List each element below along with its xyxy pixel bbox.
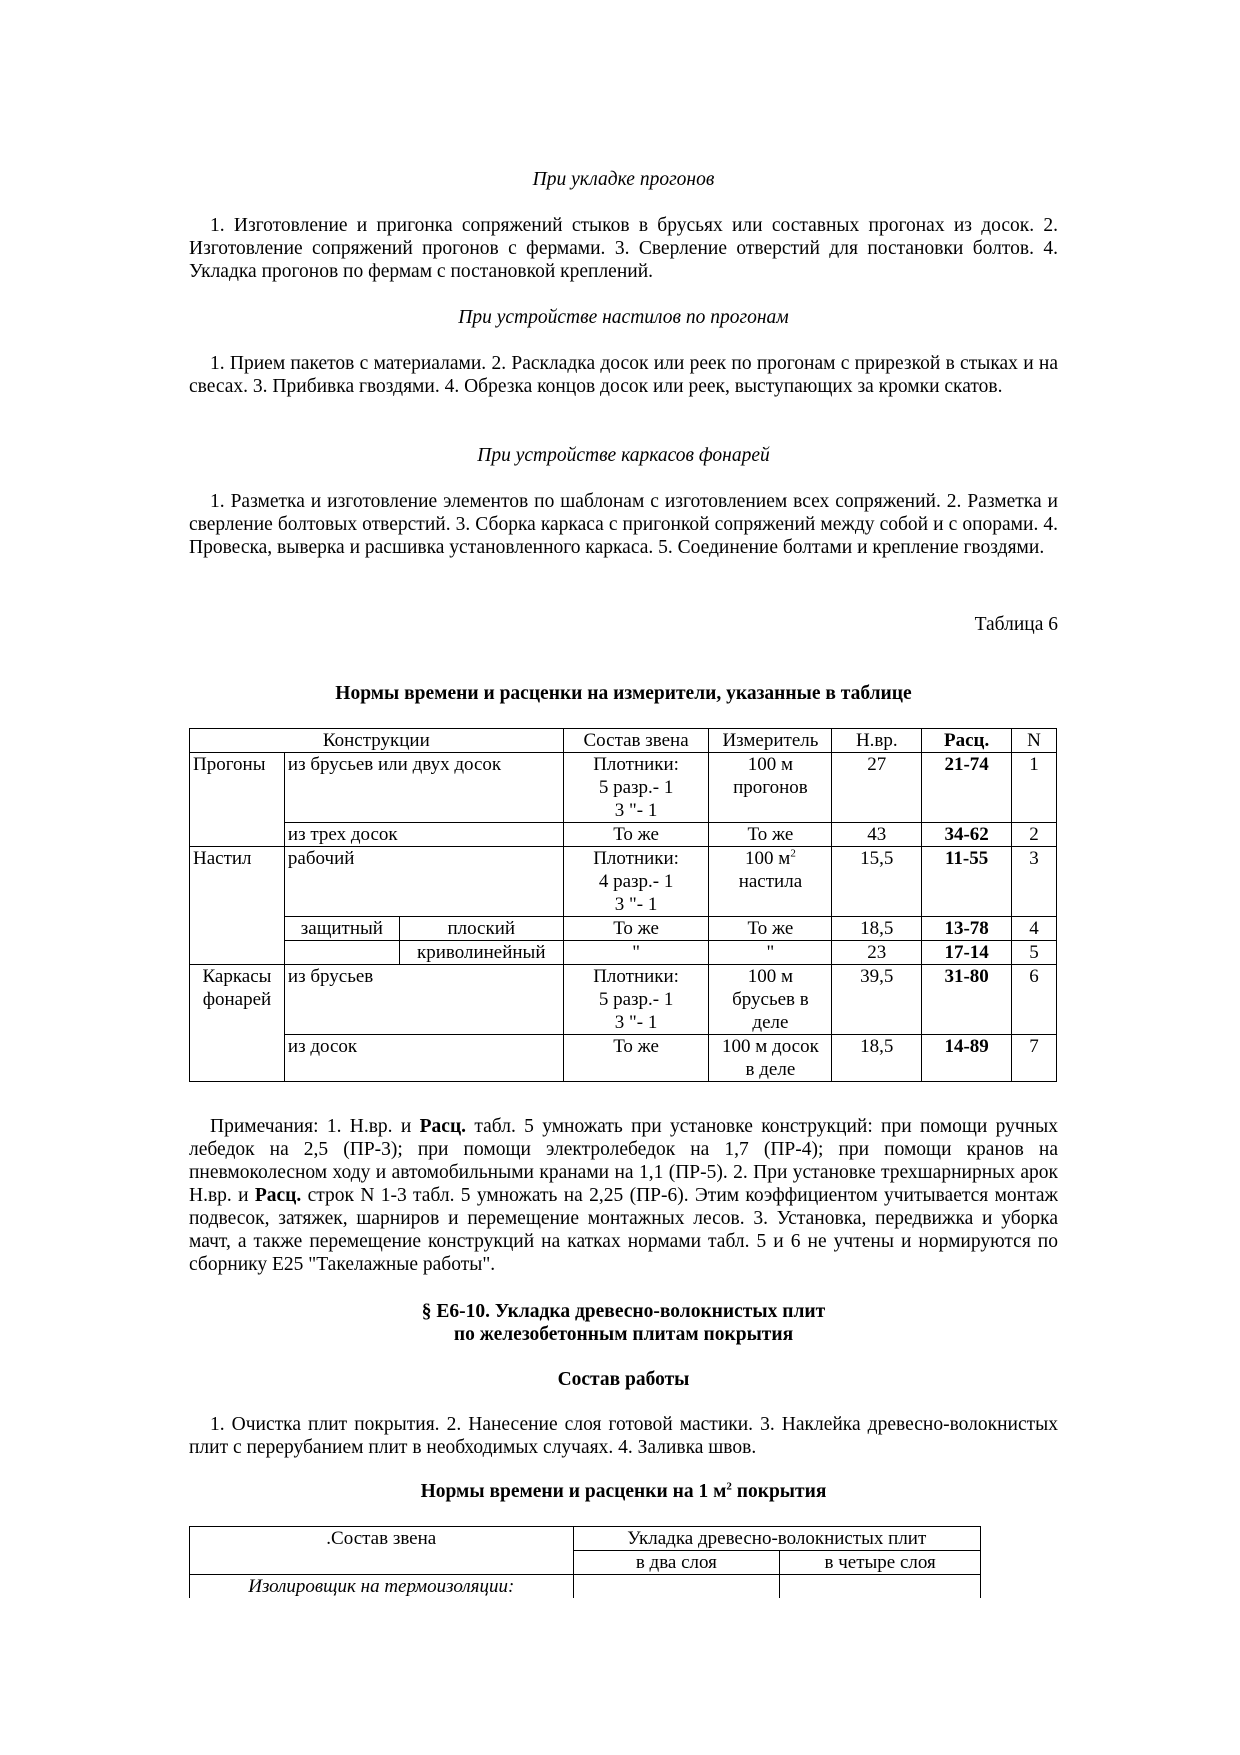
cell-konstr: из брусьев: [284, 965, 563, 1035]
table-row: [190, 965, 1057, 1035]
header-izmeritel: Измеритель: [709, 729, 832, 753]
cell-line: деле: [752, 1012, 789, 1033]
superscript: 2: [790, 847, 796, 860]
cell-n: 3: [1012, 847, 1057, 917]
cell-izmer: То же: [709, 917, 832, 941]
cell-izmer: [709, 753, 832, 823]
cell-text: 100 м: [745, 848, 791, 869]
superscript: 2: [726, 1480, 732, 1493]
paragraph-nastily: 1. Прием пакетов с материалами. 2. Раскладка досок или реек по прогонам с прирезкой в стыках и на свесах. 3. Прибивка гвоздями. 4. Обрезка концов досок или реек, выступающих за кромки скатов.: [189, 353, 1058, 397]
cell-sostav: Изолировщик на термоизоляции:: [190, 1575, 574, 1599]
norms-table-6: [189, 728, 1057, 1082]
notes-text: строк N 1-3 табл. 5 умножать на 2,25 (ПР-6). Этим коэффициентом учитывается монтаж подвесок, затяжек, шарниров и перемещение монтажных лесов. 3. Установка, передвижка и уборка мачт, а также перемещение конструкций на катках нормами табл. 5 и 6 не учтены и нормируются по сборнику Е25 "Такелажные работы".: [189, 1185, 1058, 1275]
cell-konstr: рабочий: [284, 847, 563, 917]
cell-n: 5: [1012, 941, 1057, 965]
cell-nvr: 39,5: [832, 965, 922, 1035]
sostav-raboty-heading: Состав работы: [557, 1369, 690, 1390]
cell-rasc: 14-89: [922, 1035, 1012, 1082]
cell-sostav: То же: [563, 1035, 709, 1082]
cell-line: фонарей: [202, 989, 272, 1010]
header-dva-sloya: в два слоя: [573, 1551, 780, 1575]
cell-konstr-b: плоский: [399, 917, 563, 941]
paragraph-fonari: 1. Разметка и изготовление элементов по шаблонам с изготовлением всех сопряжений. 2. Разметка и сверление болтовых отверстий. 3. Сборка каркаса с пригонкой сопряжений между собой и с опорами. 4. Провеска, выверка и расшивка установленного каркаса. 5. Соединение болтами и крепление гвоздями.: [189, 491, 1058, 558]
cell-konstr: из трех досок: [284, 823, 563, 847]
cell-konstr-b: криволинейный: [399, 941, 563, 965]
notes-text: табл. 5 умножать при установке конструкций: при помощи ручных лебедок на 2,5 (ПР-3); при помощи электролебедок на 1,7 (ПР-4); при помощи кранов на пневмоколесном ходу и автомобильными кранами на 1,1 (ПР-5). 2. При установке трехшарнирных арок Н.вр. и: [189, 1116, 1059, 1206]
cell-nvr: 18,5: [832, 917, 922, 941]
cell-line: 100 м: [747, 754, 794, 775]
cell-line: Плотники:: [593, 754, 679, 775]
header-konstrukcii: Конструкции: [190, 729, 564, 753]
cell-rasc: 13-78: [922, 917, 1012, 941]
notes-text: Примечания: 1. Н.вр. и: [210, 1116, 420, 1137]
table6-title: Нормы времени и расценки на измерители, указанные в таблице: [335, 683, 912, 704]
table-row: [190, 1575, 981, 1599]
cell-konstr-a: [284, 941, 399, 965]
cell-value: [780, 1575, 981, 1599]
cell-line: 3 "- 1: [614, 800, 658, 821]
cell-konstr: из досок: [284, 1035, 563, 1082]
table-row: [190, 1035, 1057, 1082]
heading-fonari: При устройстве каркасов фонарей: [477, 445, 770, 466]
cell-izmer: То же: [709, 823, 832, 847]
header-nvr: Н.вр.: [832, 729, 922, 753]
section-title-line: по железобетонным плитам покрытия: [453, 1324, 794, 1345]
section-title: [189, 1300, 1058, 1346]
table7-title: [189, 1480, 1058, 1503]
cell-izmer: [709, 965, 832, 1035]
cell-n: 1: [1012, 753, 1057, 823]
cell-nvr: 15,5: [832, 847, 922, 917]
cell-n: 7: [1012, 1035, 1057, 1082]
paragraph-sostav: 1. Очистка плит покрытия. 2. Нанесение слоя готовой мастики. 3. Наклейка древесно-волокнистых плит с перерубанием плит в необходимых случаях. 4. Заливка швов.: [189, 1414, 1058, 1458]
table-row: [190, 823, 1057, 847]
cell-nvr: 18,5: [832, 1035, 922, 1082]
notes-bold: Расц.: [254, 1185, 302, 1206]
cell-sostav: [563, 753, 709, 823]
table-header-row: [190, 1527, 981, 1551]
cell-line: 5 разр.- 1: [598, 989, 674, 1010]
table7-title-text: Нормы времени и расценки на 1 м: [420, 1481, 727, 1502]
table-header-row: [190, 729, 1057, 753]
header-n: N: [1012, 729, 1057, 753]
table7-title-text: покрытия: [731, 1481, 827, 1502]
cell-rasc: 21-74: [922, 753, 1012, 823]
cell-nvr: 43: [832, 823, 922, 847]
cell-n: 6: [1012, 965, 1057, 1035]
header-ukladka: Укладка древесно-волокнистых плит: [573, 1527, 980, 1551]
notes-bold: Расц.: [419, 1116, 467, 1137]
cell-value: [573, 1575, 780, 1599]
table-row: [190, 753, 1057, 823]
cell-rasc: 11-55: [922, 847, 1012, 917]
cell-line: прогонов: [733, 777, 808, 798]
cell-line: Плотники:: [593, 966, 679, 987]
cell-izmer: ": [709, 941, 832, 965]
header-sostav: .Состав звена: [190, 1527, 574, 1575]
cell-rasc: 31-80: [922, 965, 1012, 1035]
table-row: [190, 917, 1057, 941]
cell-nvr: 23: [832, 941, 922, 965]
cell-line: Каркасы: [202, 966, 272, 987]
cell-line: [712, 847, 828, 870]
cell-rasc: 34-62: [922, 823, 1012, 847]
paragraph-progony: 1. Изготовление и пригонка сопряжений стыков в брусьях или составных прогонах из досок. 2. Изготовление сопряжений прогонов с фермами. 3. Сверление отверстий для постановки болтов. 4. Укладка прогонов по фермам с постановкой креплений.: [189, 215, 1058, 282]
cell-line: 4 разр.- 1: [598, 871, 674, 892]
table-row: [190, 941, 1057, 965]
heading-progony: При укладке прогонов: [532, 169, 715, 190]
cell-line: 100 м: [747, 966, 794, 987]
table-row: [190, 847, 1057, 917]
header-sostav: Состав звена: [563, 729, 709, 753]
cell-line: 100 м досок: [722, 1036, 819, 1057]
cell-line: настила: [738, 871, 803, 892]
group-karkasy: [190, 965, 285, 1082]
header-chetyre-sloya: в четыре слоя: [780, 1551, 981, 1575]
section-title-line: § Е6-10. Укладка древесно-волокнистых плит: [421, 1301, 826, 1322]
cell-sostav: [563, 965, 709, 1035]
cell-line: Плотники:: [593, 848, 679, 869]
cell-izmer: [709, 1035, 832, 1082]
cell-konstr-a: защитный: [284, 917, 399, 941]
cell-line: 3 "- 1: [614, 894, 658, 915]
norms-table-7: [189, 1526, 981, 1598]
group-progony: Прогоны: [190, 753, 285, 847]
cell-sostav: То же: [563, 823, 709, 847]
cell-line: в деле: [745, 1059, 796, 1080]
heading-nastily: При устройстве настилов по прогонам: [458, 307, 789, 328]
cell-sostav: ": [563, 941, 709, 965]
cell-sostav: [563, 847, 709, 917]
header-rasc: Расц.: [922, 729, 1012, 753]
cell-sostav: То же: [563, 917, 709, 941]
cell-izmer: [709, 847, 832, 917]
cell-nvr: 27: [832, 753, 922, 823]
cell-line: 5 разр.- 1: [598, 777, 674, 798]
cell-n: 4: [1012, 917, 1057, 941]
group-nastil: Настил: [190, 847, 285, 965]
notes-paragraph: [189, 1115, 1058, 1276]
cell-n: 2: [1012, 823, 1057, 847]
cell-konstr: из брусьев или двух досок: [284, 753, 563, 823]
table6-label: Таблица 6: [974, 614, 1058, 635]
cell-line: брусьев в: [732, 989, 809, 1010]
cell-rasc: 17-14: [922, 941, 1012, 965]
cell-line: 3 "- 1: [614, 1012, 658, 1033]
